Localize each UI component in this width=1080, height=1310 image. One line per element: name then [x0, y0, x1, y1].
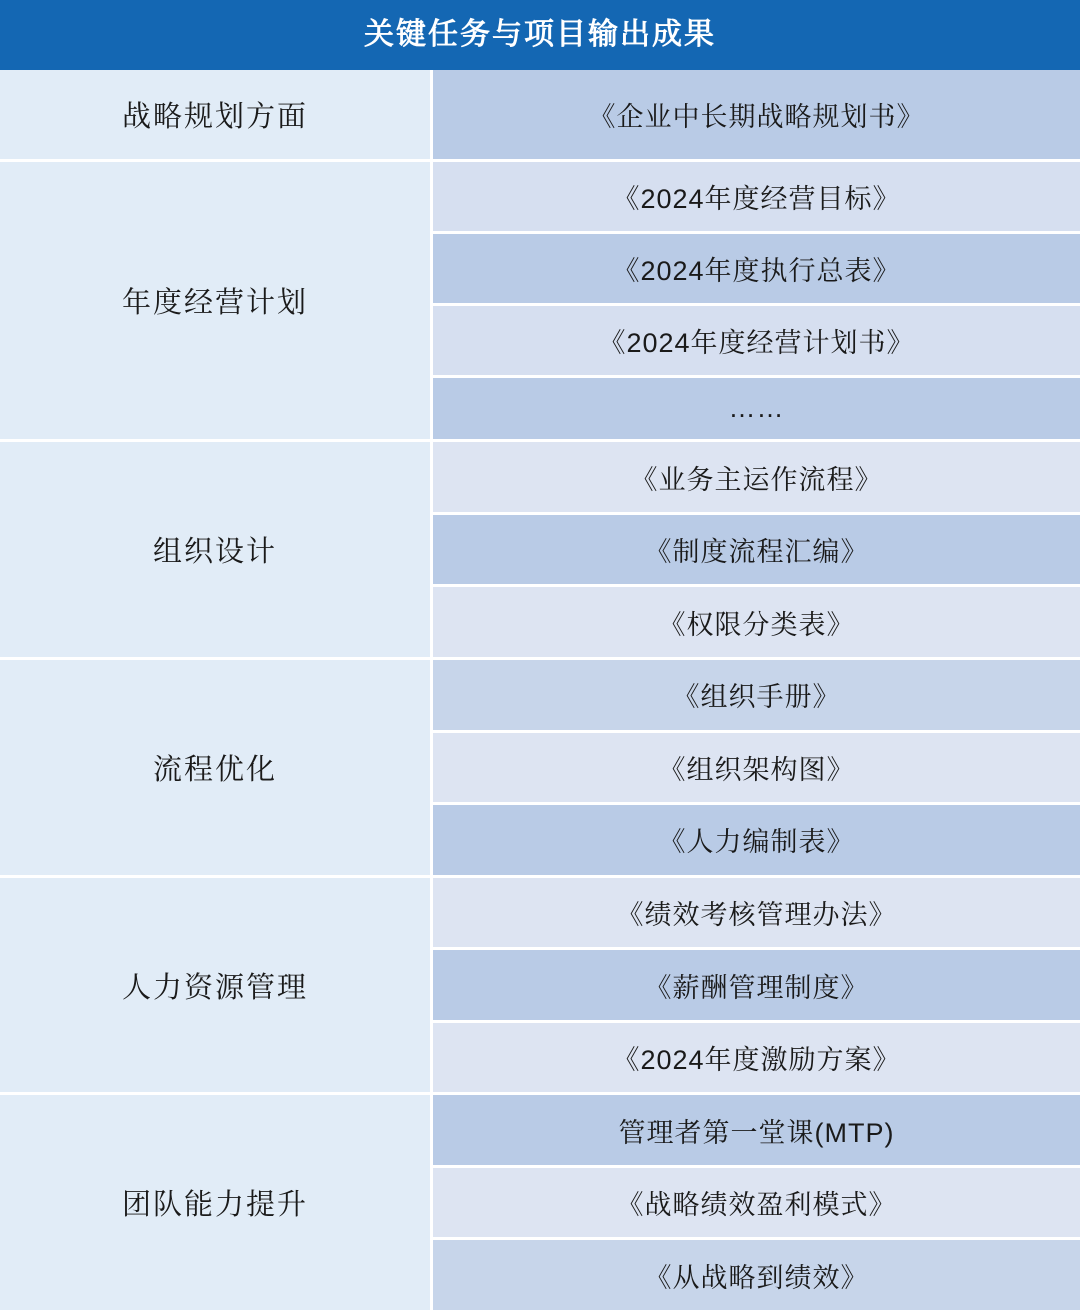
table-row [0, 162, 1080, 443]
list-item: 《组织架构图》 [433, 733, 1080, 806]
table-row [0, 442, 1080, 660]
list-item: …… [433, 378, 1080, 439]
list-item: 《企业中长期战略规划书》 [433, 70, 1080, 159]
list-item: 《组织手册》 [433, 660, 1080, 733]
list-item: 管理者第一堂课(MTP) [433, 1095, 1080, 1168]
table-row [0, 1095, 1080, 1310]
group-label: 人力资源管理 [0, 878, 430, 1093]
table-row [0, 660, 1080, 878]
group-items [433, 1095, 1080, 1310]
group-items [433, 70, 1080, 159]
table-body [0, 70, 1080, 1310]
group-items [433, 878, 1080, 1093]
group-label: 团队能力提升 [0, 1095, 430, 1310]
table-title: 关键任务与项目输出成果 [0, 0, 1080, 70]
table-row [0, 70, 1080, 162]
list-item: 《薪酬管理制度》 [433, 950, 1080, 1023]
group-items [433, 660, 1080, 875]
list-item: 《权限分类表》 [433, 587, 1080, 657]
list-item: 《制度流程汇编》 [433, 515, 1080, 588]
group-label: 组织设计 [0, 442, 430, 657]
list-item: 《人力编制表》 [433, 805, 1080, 875]
group-label: 年度经营计划 [0, 162, 430, 440]
list-item: 《从战略到绩效》 [433, 1240, 1080, 1310]
list-item: 《绩效考核管理办法》 [433, 878, 1080, 951]
list-item: 《2024年度执行总表》 [433, 234, 1080, 306]
list-item: 《2024年度激励方案》 [433, 1023, 1080, 1093]
group-label: 流程优化 [0, 660, 430, 875]
list-item: 《业务主运作流程》 [433, 442, 1080, 515]
group-label: 战略规划方面 [0, 70, 430, 159]
group-items [433, 162, 1080, 440]
list-item: 《2024年度经营计划书》 [433, 306, 1080, 378]
list-item: 《战略绩效盈利模式》 [433, 1168, 1080, 1241]
list-item: 《2024年度经营目标》 [433, 162, 1080, 234]
group-items [433, 442, 1080, 657]
table-row [0, 878, 1080, 1096]
